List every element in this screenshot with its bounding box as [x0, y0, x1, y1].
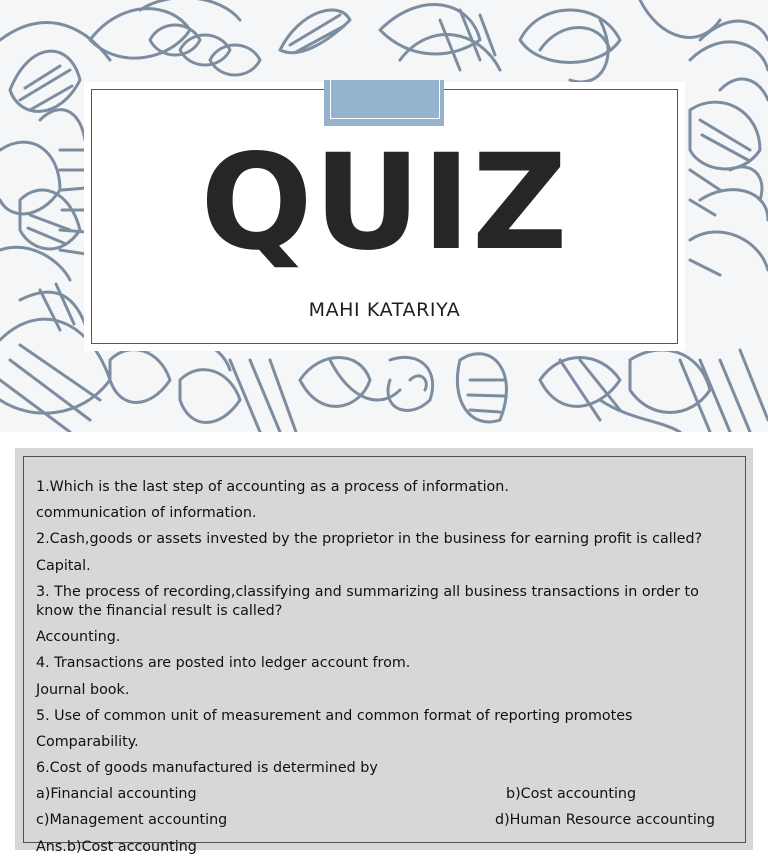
question-4: 4. Transactions are posted into ledger account from. [36, 655, 411, 672]
question-1: 1.Which is the last step of accounting as a process of information. [36, 479, 509, 495]
slide-title: QUIZ [200, 126, 569, 280]
title-slide [0, 0, 768, 432]
option-row-1 [36, 785, 726, 804]
option-b: b)Cost accounting [506, 786, 637, 803]
question-2: 2.Cash,goods or assets invested by the proprietor in the business for earning profit is called? [36, 531, 703, 548]
answer-5: Comparability. [36, 733, 139, 750]
answer-6: Ans.b)Cost accounting [36, 838, 197, 855]
question-5: 5. Use of common unit of measurement and common format of reporting promotes [36, 707, 633, 724]
option-c: c)Management accounting [36, 812, 228, 829]
answer-3: Accounting. [36, 629, 121, 646]
answer-1: communication of information. [36, 505, 257, 522]
question-3: 3. The process of recording,classifying and summarizing all business transactions in order to know the financial result is called? [36, 583, 699, 619]
slide-subtitle-author: MAHI KATARIYA [308, 299, 461, 321]
accent-tab-inner-border [330, 80, 440, 119]
question-6: 6.Cost of goods manufactured is determined by [36, 760, 378, 777]
questions-text-box [36, 478, 726, 864]
option-d: d)Human Resource accounting [495, 812, 715, 829]
option-row-2 [36, 811, 726, 830]
answer-2: Capital. [36, 557, 91, 574]
answer-4: Journal book. [36, 681, 130, 698]
option-a: a)Financial accounting [36, 786, 197, 803]
